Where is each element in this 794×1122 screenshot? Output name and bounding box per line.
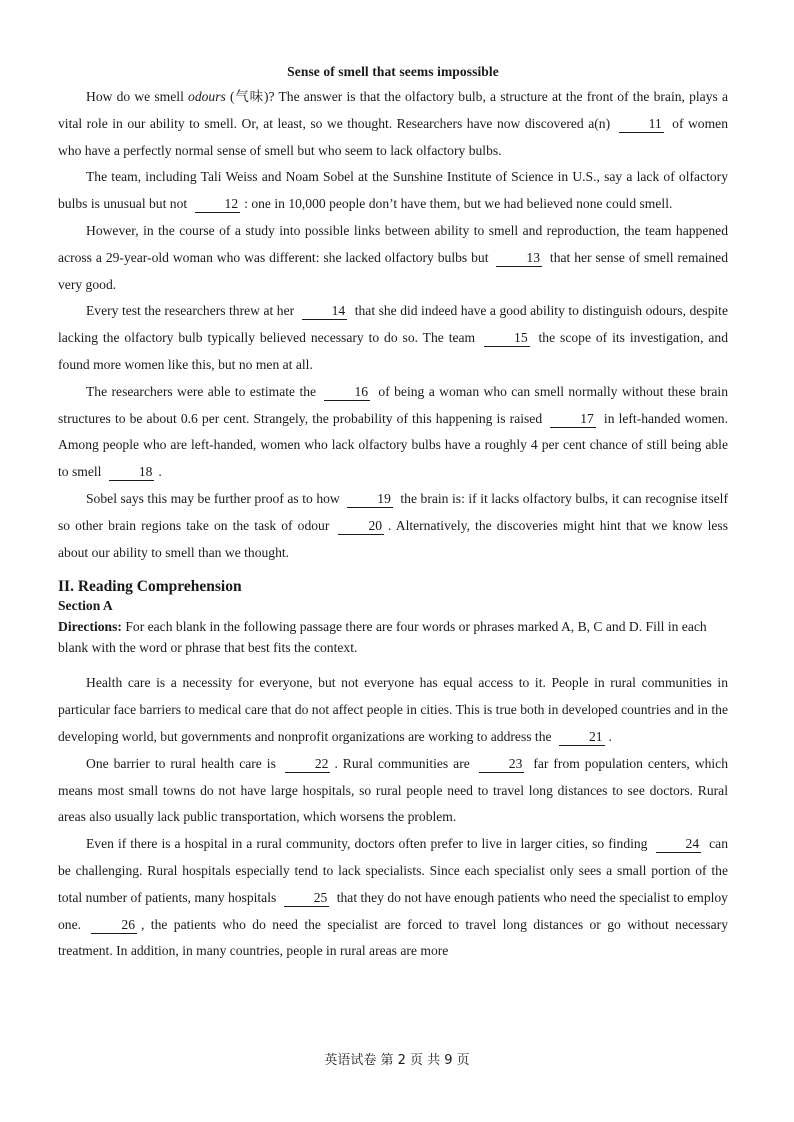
paragraph-text: the scope of its investigation, and found more women like this, but no men at all. — [58, 330, 728, 372]
answer-blank-11[interactable]: 11 — [619, 116, 664, 133]
paragraph-text: , the patients who do need the specialist are forced to travel long distances or go without necessary treatment. In addition, in many countries, people in rural areas are more — [58, 916, 728, 959]
answer-blank-16[interactable]: 16 — [324, 384, 370, 401]
paragraph-text: . Rural communities are — [334, 755, 475, 771]
cloze-passage-2 — [58, 670, 728, 965]
paragraph-text: (气味)? The answer is that the olfactory bulb, a structure at the front of the brain, plays a vital role in our ability to smell. Or, at least, so we thought. Researchers have now discovered a(n) — [58, 89, 728, 131]
paragraph-text: One barrier to rural health care is — [86, 755, 281, 771]
answer-blank-21[interactable]: 21 — [559, 729, 605, 746]
directions — [58, 616, 728, 658]
paragraph-text: . — [158, 464, 162, 480]
answer-blank-18[interactable]: 18 — [109, 464, 155, 481]
answer-blank-14[interactable]: 14 — [302, 303, 348, 320]
paragraph — [58, 751, 728, 831]
paragraph-text: . Alternatively, the discoveries might hint that we know less about our ability to smell than we thought. — [58, 517, 728, 560]
paragraph-text: The researchers were able to estimate the — [86, 383, 321, 399]
answer-blank-26[interactable]: 26 — [91, 917, 137, 934]
answer-blank-20[interactable]: 20 — [338, 518, 384, 535]
italic-term: odours — [188, 89, 226, 104]
paragraph-text: Every test the researchers threw at her — [86, 303, 298, 319]
paragraph — [58, 486, 728, 566]
paragraph — [58, 298, 728, 378]
paragraph — [58, 218, 728, 298]
exam-page — [58, 64, 728, 965]
answer-blank-15[interactable]: 15 — [484, 330, 530, 347]
answer-blank-24[interactable]: 24 — [656, 836, 702, 853]
answer-blank-13[interactable]: 13 — [496, 250, 542, 267]
paragraph-text: : one in 10,000 people don’t have them, but we had believed none could smell. — [244, 196, 673, 212]
page-footer: 英语试卷 第 2 页 共 9 页 — [324, 1053, 470, 1068]
paragraph-text: in left-handed women. Among people who are left-handed, women who lack olfactory bulbs have a roughly 4 per cent chance of still being able to smell — [58, 410, 728, 480]
answer-blank-25[interactable]: 25 — [284, 890, 330, 907]
cloze-passage-1 — [58, 84, 728, 566]
paragraph-text: can be challenging. Rural hospitals especially tend to lack specialists. Since each specialist only sees a small portion of the total number of patients, many hospitals — [58, 836, 728, 905]
paragraph-text: that she did indeed have a good ability to distinguish odours, despite lacking the olfactory bulb typically believed necessary to do so. The team — [58, 303, 728, 346]
answer-blank-17[interactable]: 17 — [550, 411, 596, 428]
paragraph — [58, 84, 728, 164]
directions-text: For each blank in the following passage there are four words or phrases marked A, B, C and D. Fill in each blank with the word or phrase that best fits the context. — [58, 619, 707, 656]
paragraph — [58, 831, 728, 965]
paragraph-text: However, in the course of a study into possible links between ability to smell and reproduction, the team happened across a 29-year-old woman who was different: she lacked olfactory bulbs but — [58, 222, 728, 265]
paragraph-text: of women who have a perfectly normal sense of smell but who seem to lack olfactory bulbs. — [58, 115, 729, 158]
section-heading: II. Reading Comprehension — [58, 578, 242, 596]
paragraph — [58, 670, 728, 750]
paragraph — [58, 164, 728, 218]
paragraph-text: that they do not have enough patients who need the specialist to employ one. — [58, 889, 728, 932]
paragraph-text: that her sense of smell remained very good. — [58, 249, 728, 292]
answer-blank-19[interactable]: 19 — [347, 491, 393, 508]
answer-blank-12[interactable]: 12 — [195, 196, 241, 213]
paragraph-text: the brain is: if it lacks olfactory bulbs, it can recognise itself so other brain regions take on the task of odour — [58, 490, 728, 533]
directions-label: Directions: — [58, 619, 122, 635]
paragraph-text: Health care is a necessity for everyone, but not everyone has equal access to it. People in rural communities in particular face barriers to medical care that do not affect people in cities. This is true both in developed countries and in the developing world, but governments and nonprofit organizations are working to address the — [58, 675, 728, 744]
paragraph-text: Even if there is a hospital in a rural community, doctors often prefer to live in larger cities, so finding — [86, 836, 652, 852]
answer-blank-23[interactable]: 23 — [479, 756, 525, 773]
passage-title: Sense of smell that seems impossible — [287, 64, 499, 79]
paragraph-text: of being a woman who can smell normally without these brain structures to be about 0.6 per cent. Strangely, the probability of this happening is raised — [58, 383, 728, 426]
answer-blank-22[interactable]: 22 — [285, 756, 331, 773]
paragraph-text: How do we smell — [86, 89, 189, 104]
paragraph-text: The team, including Tali Weiss and Noam Sobel at the Sunshine Institute of Science in U.S., say a lack of olfactory bulbs is unusual but not — [58, 169, 728, 212]
paragraph-text: Sobel says this may be further proof as to how — [86, 490, 344, 506]
paragraph-text: . — [608, 728, 612, 744]
section-subheading: Section A — [58, 598, 113, 614]
paragraph-text: far from population centers, which means most small towns do not have large hospitals, so rural people need to travel long distances to see doctors. Rural areas also usually lack public transportation, which worsens the problem. — [58, 755, 728, 825]
paragraph — [58, 379, 728, 486]
